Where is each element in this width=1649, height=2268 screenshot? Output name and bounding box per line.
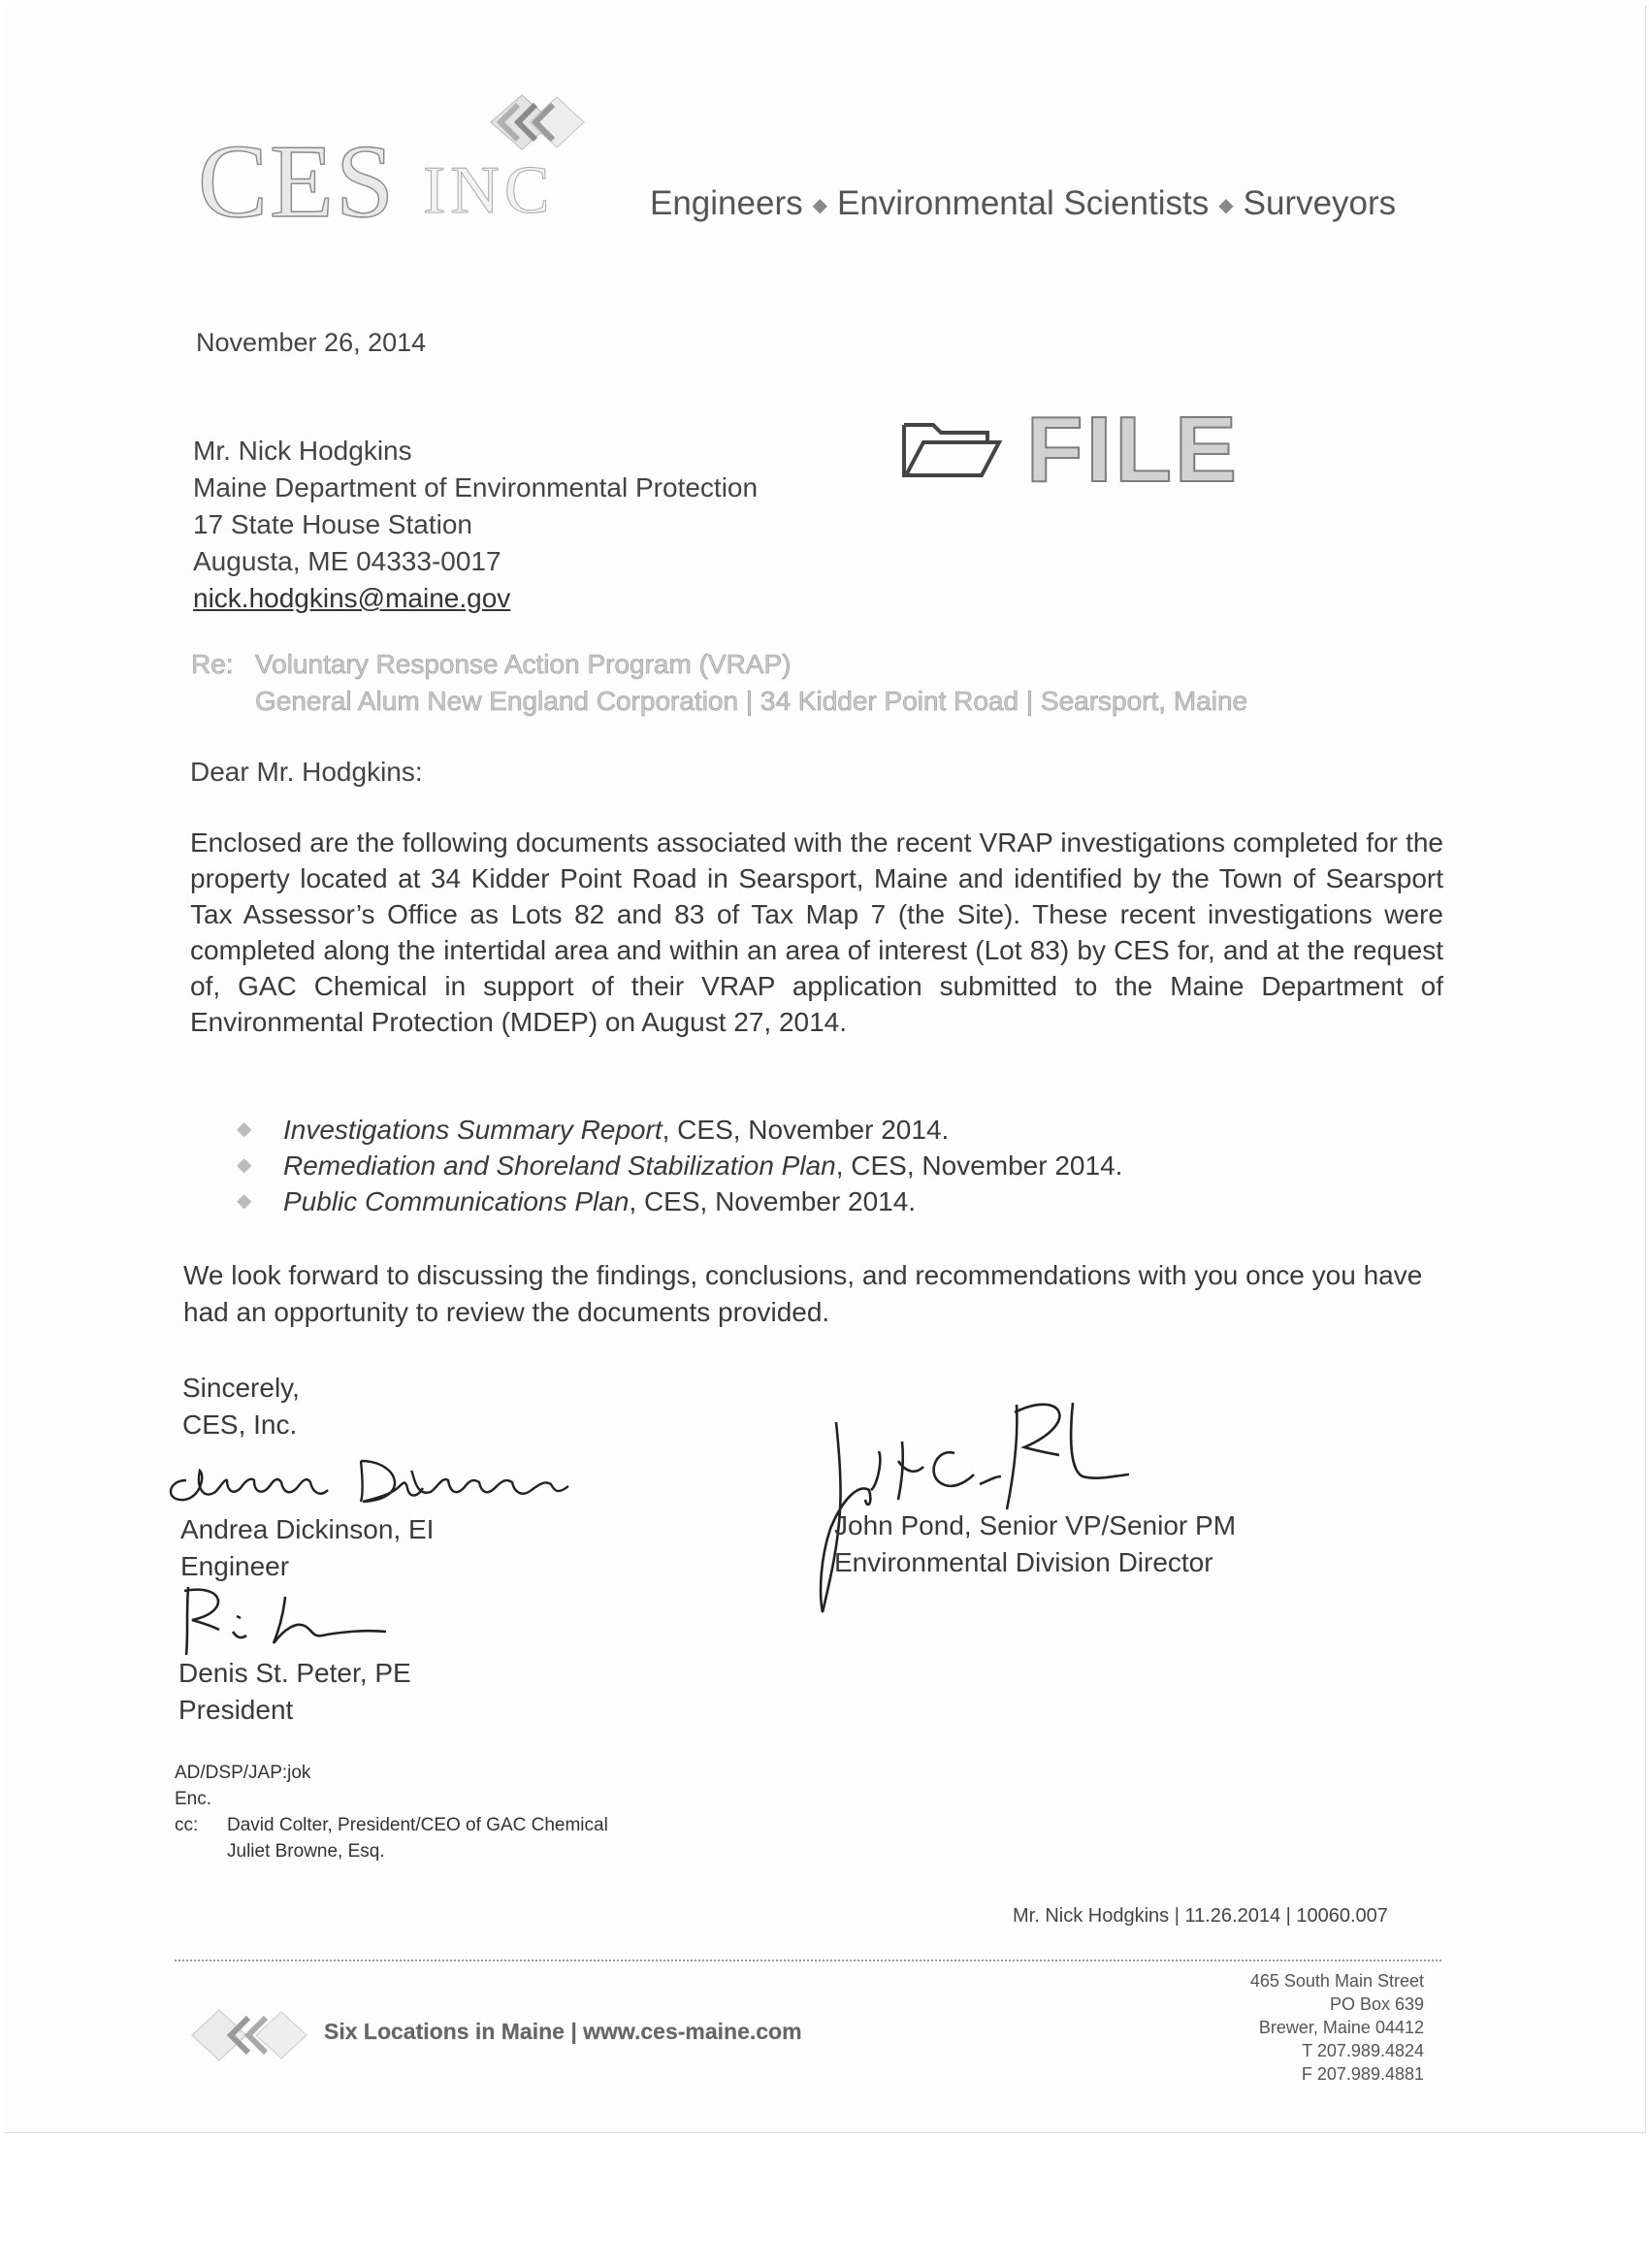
footer-address-line: Brewer, Maine 04412: [1258, 2018, 1424, 2037]
john-name: John Pond, Senior VP/Senior PM: [834, 1510, 1237, 1540]
enclosure-details: , CES, November 2014.: [835, 1150, 1123, 1181]
john-title: Environmental Division Director: [834, 1547, 1213, 1577]
letter-date: November 26, 2014: [196, 328, 427, 357]
enclosure-details: , CES, November 2014.: [629, 1186, 917, 1216]
tagline-engineers: Engineers: [650, 184, 803, 222]
list-item: [237, 1183, 1122, 1219]
diamond-bullet-icon: ◆: [237, 1190, 252, 1212]
cc-recipient: Juliet Browne, Esq.: [227, 1841, 385, 1862]
footer-address-line: PO Box 639: [1329, 1994, 1424, 2014]
john-signature-block: [834, 1507, 1236, 1581]
cc-label: cc:: [175, 1815, 199, 1835]
diamond-separator-icon: ◆: [812, 195, 827, 217]
footer-divider: [175, 1960, 1441, 1961]
ces-diamond-mark-icon: [452, 91, 592, 153]
diamond-separator-icon: ◆: [1218, 195, 1234, 217]
andrea-signature-block: [180, 1511, 434, 1585]
reference-line: Mr. Nick Hodgkins | 11.26.2014 | 10060.007: [1013, 1905, 1388, 1927]
tagline-scientists: Environmental Scientists: [837, 184, 1210, 222]
typist-initials: AD/DSP/JAP:jok: [175, 1763, 311, 1783]
footer-phone: T 207.989.4824: [1302, 2041, 1424, 2060]
letter-notes: [175, 1760, 608, 1864]
closing-paragraph: We look forward to discussing the findings, conclusions, and recommendations with you once you have had an opportunity to review the documents provided.: [183, 1260, 1423, 1327]
cc-recipient: David Colter, President/CEO of GAC Chemical: [227, 1815, 608, 1835]
signoff-line: Sincerely,: [182, 1373, 300, 1403]
andrea-name: Andrea Dickinson, EI: [180, 1514, 435, 1544]
enclosure-title: Investigations Summary Report: [283, 1115, 663, 1145]
enclosure-list: [237, 1112, 1122, 1219]
enclosure-note: Enc.: [175, 1789, 212, 1809]
file-stamp: [898, 398, 1240, 502]
denis-title: President: [178, 1695, 294, 1725]
recipient-email-link[interactable]: nick.hodgkins@maine.gov: [193, 583, 511, 613]
list-item: [237, 1112, 1122, 1148]
ces-logo: [198, 91, 586, 240]
logo-ces-text: CES: [198, 124, 397, 240]
andrea-title: Engineer: [180, 1551, 290, 1581]
denis-signature-icon: [177, 1577, 409, 1665]
file-stamp-text: FILE: [1026, 398, 1240, 502]
subject-label: Re:: [191, 649, 234, 679]
footer-address: [1129, 1969, 1424, 2086]
letter-page: [4, 6, 1646, 2133]
ces-footer-mark-icon: [188, 2006, 324, 2064]
footer-fax: F 207.989.4881: [1301, 2064, 1424, 2084]
signoff: [182, 1370, 300, 1443]
signoff-company: CES, Inc.: [182, 1409, 298, 1440]
cc-list: [175, 1812, 608, 1864]
andrea-signature-icon: [157, 1442, 613, 1509]
footer-address-line: 465 South Main Street: [1249, 1971, 1424, 1991]
recipient-address: [193, 433, 758, 617]
diamond-bullet-icon: ◆: [237, 1154, 252, 1176]
enclosure-title: Public Communications Plan: [283, 1186, 630, 1216]
diamond-bullet-icon: ◆: [237, 1118, 252, 1140]
tagline-surveyors: Surveyors: [1243, 184, 1397, 222]
body-paragraph: Enclosed are the following documents associated with the recent VRAP investigations completed for the property located at 34 Kidder Point Road in Searsport, Maine and identified by the Town of Searsport Tax Assessor’s Office as Lots 82 and 83 of Tax Map 7 (the Site). These recent investigations were completed along the intertidal area and within an area of interest (Lot 83) by CES for, and at the request of, GAC Chemical in support of their VRAP application submitted to the Maine Department of Environmental Protection (MDEP) on August 27, 2014.: [190, 827, 1443, 1037]
subject-line-1: Voluntary Response Action Program (VRAP): [255, 649, 792, 679]
denis-name: Denis St. Peter, PE: [178, 1658, 411, 1688]
tagline: [650, 184, 1396, 223]
enclosure-details: , CES, November 2014.: [662, 1115, 950, 1145]
john-signature-icon: [809, 1383, 1139, 1616]
subject-line-2: General Alum New England Corporation | 34 Kidder Point Road | Searsport, Maine: [255, 686, 1248, 716]
footer-website[interactable]: Six Locations in Maine | www.ces-maine.com: [324, 2019, 802, 2044]
recipient-org: Maine Department of Environmental Protection: [193, 472, 759, 502]
logo-inc-text: INC: [423, 153, 555, 228]
recipient-name: Mr. Nick Hodgkins: [193, 436, 412, 466]
folder-icon: [898, 411, 1005, 489]
enclosure-title: Remediation and Shoreland Stabilization Plan: [283, 1150, 836, 1181]
recipient-street: 17 State House Station: [193, 509, 472, 539]
denis-signature-block: [178, 1655, 411, 1729]
recipient-city: Augusta, ME 04333-0017: [193, 546, 501, 576]
list-item: [237, 1148, 1122, 1183]
salutation: Dear Mr. Hodgkins:: [190, 757, 423, 787]
